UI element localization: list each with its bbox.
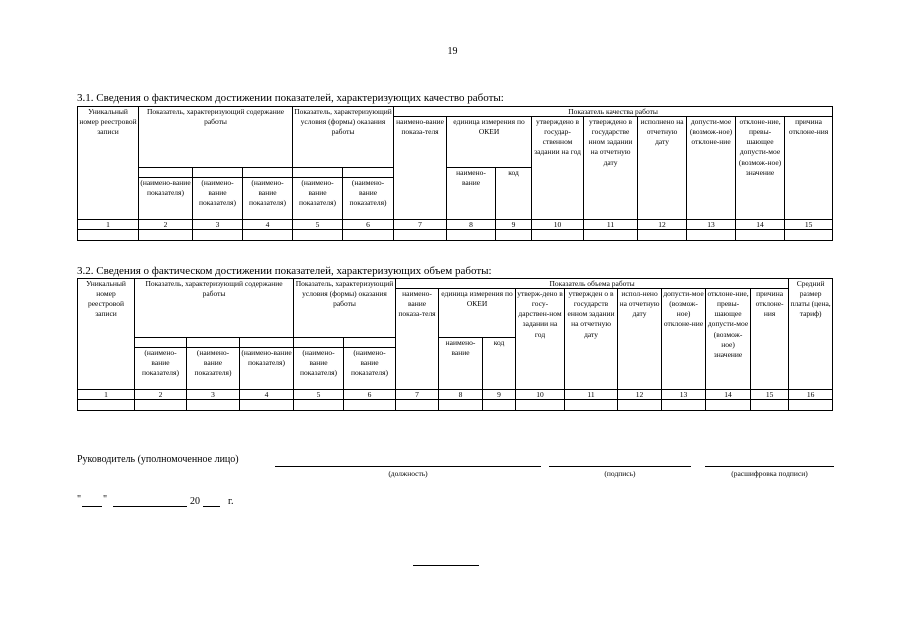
column-number: 4 bbox=[243, 220, 293, 230]
column-number: 8 bbox=[447, 220, 496, 230]
table-cell[interactable] bbox=[532, 230, 584, 241]
column-number: 7 bbox=[394, 220, 447, 230]
header-indicator-name: наимено-вание показа-теля bbox=[394, 117, 447, 220]
header-unit-name: наимено-вание bbox=[447, 168, 496, 220]
column-number: 7 bbox=[396, 390, 439, 400]
column-number: 1 bbox=[78, 220, 139, 230]
subheader-name: (наимено-вание показателя) bbox=[343, 178, 394, 220]
table-cell[interactable] bbox=[565, 400, 618, 411]
table-cell[interactable] bbox=[785, 230, 833, 241]
table-cell[interactable] bbox=[789, 400, 833, 411]
volume-table bbox=[77, 278, 833, 411]
table-cell[interactable] bbox=[344, 400, 396, 411]
head-label: Руководитель (уполномоченное лицо) bbox=[77, 454, 239, 465]
header-approved-year: утверж-дено в госу-дарствен-ном задании на год bbox=[516, 289, 565, 390]
header-approved-year: утверждено в государ-ственном задании на год bbox=[532, 117, 584, 220]
table-cell[interactable] bbox=[516, 400, 565, 411]
subheader-name: (наимено-вание показателя) bbox=[344, 348, 396, 390]
table-cell[interactable] bbox=[193, 230, 243, 241]
header-average-price: Средний размер платы (цена, тариф) bbox=[789, 279, 833, 390]
position-caption: (должность) bbox=[388, 469, 428, 478]
header-conditions-indicator: Показатель, характеризующий условия (формы) оказания работы bbox=[294, 279, 396, 338]
header-unit-code: код bbox=[483, 338, 516, 390]
position-line[interactable] bbox=[275, 466, 541, 467]
header-exceeding-deviation: отклоне-ние, превы-шающее допусти-мое (возмож-ное) значение bbox=[736, 117, 785, 220]
table-cell[interactable] bbox=[439, 400, 483, 411]
table-cell[interactable] bbox=[687, 230, 736, 241]
page-number: 19 bbox=[447, 46, 458, 57]
day-line[interactable] bbox=[82, 506, 102, 507]
column-number: 2 bbox=[139, 220, 193, 230]
header-unique-record: Уникальный номер реестровой записи bbox=[78, 279, 135, 390]
header-deviation-reason: причина отклоне-ния bbox=[751, 289, 789, 390]
month-line[interactable] bbox=[113, 506, 187, 507]
column-numbers-row bbox=[78, 390, 833, 400]
table-cell[interactable] bbox=[78, 400, 135, 411]
column-number: 10 bbox=[532, 220, 584, 230]
year-line[interactable] bbox=[203, 506, 220, 507]
header-unit-code: код bbox=[496, 168, 532, 220]
table-cell[interactable] bbox=[343, 230, 394, 241]
header-exceeding-deviation: отклоне-ние, превы-шающее допусти-мое (возмож-ное) значение bbox=[706, 289, 751, 390]
column-number: 14 bbox=[736, 220, 785, 230]
column-number: 3 bbox=[187, 390, 240, 400]
subheader-name: (наимено-вание показателя) bbox=[193, 178, 243, 220]
column-number: 9 bbox=[496, 220, 532, 230]
column-numbers-row bbox=[78, 220, 833, 230]
table-row bbox=[78, 400, 833, 411]
column-number: 12 bbox=[638, 220, 687, 230]
table-cell[interactable] bbox=[584, 230, 638, 241]
subheader-name: (наимено-вание показателя) bbox=[240, 348, 294, 390]
column-number: 15 bbox=[785, 220, 833, 230]
table-cell[interactable] bbox=[736, 230, 785, 241]
header-approved-date: утвержден о в государств енном задании на отчетную дату bbox=[565, 289, 618, 390]
signature-line[interactable] bbox=[549, 466, 691, 467]
subheader-name: (наимено-вание показателя) bbox=[139, 178, 193, 220]
header-unit-name: наимено-вание bbox=[439, 338, 483, 390]
quality-table bbox=[77, 106, 833, 241]
column-number: 2 bbox=[135, 390, 187, 400]
table-cell[interactable] bbox=[638, 230, 687, 241]
year-prefix: 20 bbox=[190, 496, 200, 507]
quote-close: " bbox=[103, 494, 108, 505]
section-3-2-title: 3.2. Сведения о фактическом достижении показателей, характеризующих объем работы: bbox=[77, 265, 492, 277]
table-cell[interactable] bbox=[139, 230, 193, 241]
column-number: 5 bbox=[294, 390, 344, 400]
header-executed: испол-нено на отчетную дату bbox=[618, 289, 662, 390]
table-cell[interactable] bbox=[483, 400, 516, 411]
column-number: 1 bbox=[78, 390, 135, 400]
subheader-name: (наимено-вание показателя) bbox=[293, 178, 343, 220]
year-suffix: г. bbox=[228, 496, 234, 507]
header-approved-date: утверждено в государстве нном задании на отчетную дату bbox=[584, 117, 638, 220]
table-cell[interactable] bbox=[78, 230, 139, 241]
column-number: 16 bbox=[789, 390, 833, 400]
footnote-separator bbox=[413, 565, 479, 566]
column-number: 10 bbox=[516, 390, 565, 400]
header-unit: единица измерения по ОКЕИ bbox=[439, 289, 516, 338]
column-number: 6 bbox=[343, 220, 394, 230]
subheader-name: (наимено-вание показателя) bbox=[294, 348, 344, 390]
table-cell[interactable] bbox=[135, 400, 187, 411]
table-cell[interactable] bbox=[751, 400, 789, 411]
header-allowed-deviation: допусти-мое (возмож-ное) отклоне-ние bbox=[687, 117, 736, 220]
column-number: 12 bbox=[618, 390, 662, 400]
header-indicator-name: наимено-вание показа-теля bbox=[396, 289, 439, 390]
header-content-indicator: Показатель, характеризующий содержание работы bbox=[135, 279, 294, 338]
table-cell[interactable] bbox=[240, 400, 294, 411]
column-number: 5 bbox=[293, 220, 343, 230]
table-cell[interactable] bbox=[662, 400, 706, 411]
table-cell[interactable] bbox=[447, 230, 496, 241]
column-number: 11 bbox=[565, 390, 618, 400]
table-cell[interactable] bbox=[293, 230, 343, 241]
column-number: 9 bbox=[483, 390, 516, 400]
header-deviation-reason: причина отклоне-ния bbox=[785, 117, 833, 220]
header-unit: единица измерения по ОКЕИ bbox=[447, 117, 532, 168]
table-cell[interactable] bbox=[618, 400, 662, 411]
table-cell[interactable] bbox=[396, 400, 439, 411]
column-number: 3 bbox=[193, 220, 243, 230]
header-conditions-indicator: Показатель, характеризующий условия (формы) оказания работы bbox=[293, 107, 394, 168]
column-number: 13 bbox=[662, 390, 706, 400]
column-number: 14 bbox=[706, 390, 751, 400]
column-number: 13 bbox=[687, 220, 736, 230]
column-number: 8 bbox=[439, 390, 483, 400]
decode-line[interactable] bbox=[705, 466, 834, 467]
subheader-name: (наимено-вание показателя) bbox=[187, 348, 240, 390]
column-number: 4 bbox=[240, 390, 294, 400]
column-number: 15 bbox=[751, 390, 789, 400]
header-executed: исполнено на отчетную дату bbox=[638, 117, 687, 220]
header-allowed-deviation: допусти-мое (возмож-ное) отклоне-ние bbox=[662, 289, 706, 390]
header-volume-indicator: Показатель объема работы bbox=[396, 279, 789, 289]
subheader-name: (наимено-вание показателя) bbox=[135, 348, 187, 390]
signature-caption: (подпись) bbox=[604, 469, 636, 478]
table-cell[interactable] bbox=[496, 230, 532, 241]
column-number: 6 bbox=[344, 390, 396, 400]
table-cell[interactable] bbox=[187, 400, 240, 411]
subheader-name: (наимено-вание показателя) bbox=[243, 178, 293, 220]
column-number: 11 bbox=[584, 220, 638, 230]
table-row bbox=[78, 230, 833, 241]
header-quality-indicator: Показатель качества работы bbox=[394, 107, 833, 117]
table-cell[interactable] bbox=[243, 230, 293, 241]
table-cell[interactable] bbox=[394, 230, 447, 241]
decode-caption: (расшифровка подписи) bbox=[731, 469, 808, 478]
quote-open: " bbox=[77, 494, 82, 505]
header-unique-record: Уникальный номер реестровой записи bbox=[78, 107, 139, 220]
section-3-1-title: 3.1. Сведения о фактическом достижении показателей, характеризующих качество работы: bbox=[77, 92, 504, 104]
header-content-indicator: Показатель, характеризующий содержание работы bbox=[139, 107, 293, 168]
table-cell[interactable] bbox=[706, 400, 751, 411]
table-cell[interactable] bbox=[294, 400, 344, 411]
